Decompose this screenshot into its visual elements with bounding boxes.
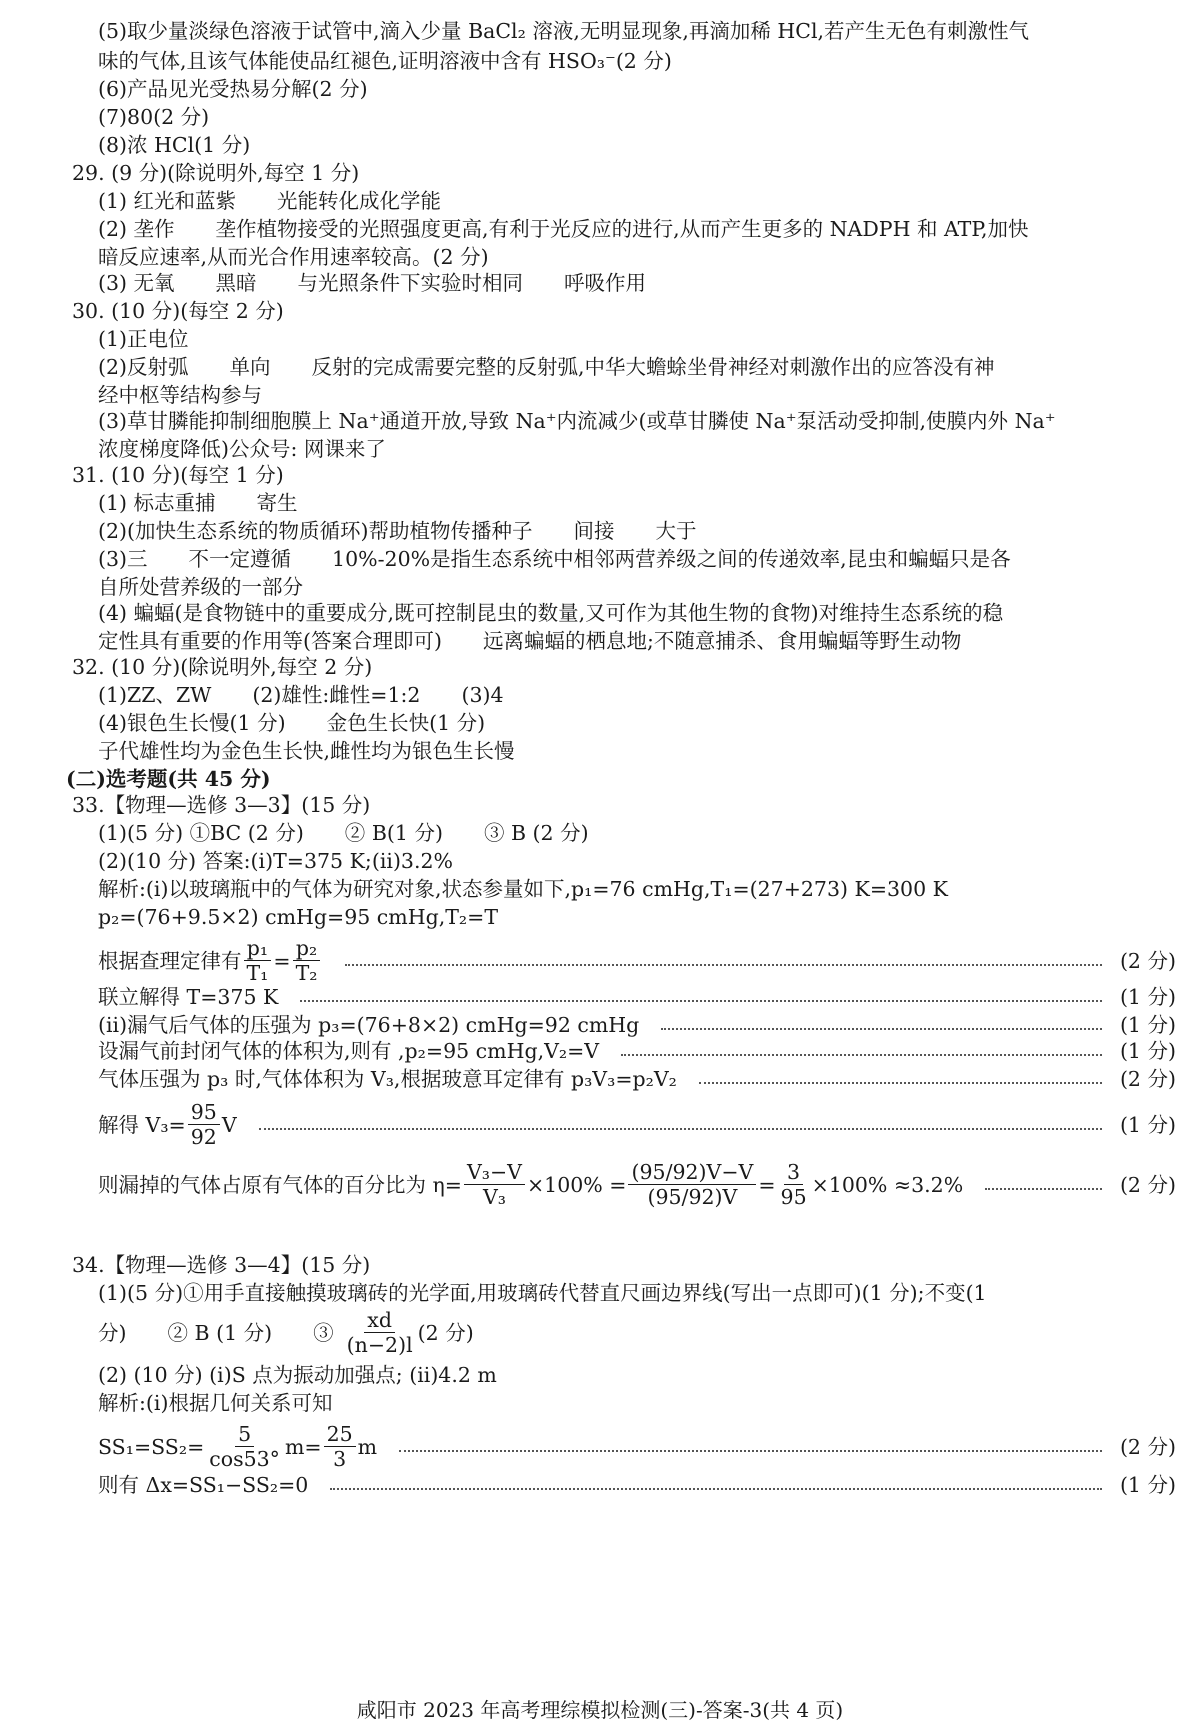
equals-sign: = bbox=[273, 948, 291, 973]
fraction bbox=[206, 1422, 283, 1471]
fraction bbox=[324, 1422, 356, 1471]
fraction-numerator: p₂ bbox=[293, 936, 320, 961]
fraction-numerator: 25 bbox=[324, 1422, 356, 1447]
dotted-leader bbox=[661, 1028, 1102, 1030]
fraction-denominator: cos53° bbox=[209, 1447, 280, 1471]
formula-line bbox=[98, 1308, 474, 1357]
fraction-numerator: V₃−V bbox=[464, 1160, 525, 1185]
text-line: 定性具有重要的作用等(答案合理即可) 远离蝙蝠的栖息地;不随意捕杀、食用蝙蝠等野生动物 bbox=[98, 629, 962, 653]
fraction-denominator: T₁ bbox=[246, 961, 269, 985]
row-mid: = bbox=[758, 1172, 776, 1197]
row-text: SS₁=SS₂= bbox=[98, 1434, 205, 1459]
text-line: (6)产品见光受热易分解(2 分) bbox=[98, 77, 368, 101]
row-mid: m= bbox=[284, 1434, 322, 1459]
row-text: 分) ② B (1 分) ③ bbox=[98, 1320, 334, 1345]
fraction-denominator: 92 bbox=[190, 1125, 217, 1149]
score-points: (1 分) bbox=[1119, 1013, 1176, 1037]
dotted-leader bbox=[621, 1054, 1102, 1056]
row-tail: m bbox=[357, 1434, 378, 1459]
text-line: 浓度梯度降低)公众号: 网课来了 bbox=[98, 437, 386, 461]
text-line: (1) 标志重捕 寄生 bbox=[98, 491, 298, 515]
score-points: (1 分) bbox=[1119, 1039, 1176, 1063]
fraction bbox=[244, 936, 272, 985]
score-points: (2 分) bbox=[1119, 1067, 1176, 1091]
scored-row bbox=[98, 1470, 1176, 1500]
text-line: (1)(5 分) ①BC (2 分) ② B(1 分) ③ B (2 分) bbox=[98, 821, 589, 845]
dotted-leader bbox=[985, 1188, 1102, 1190]
row-text: (ii)漏气后气体的压强为 p₃=(76+8×2) cmHg=92 cmHg bbox=[98, 1013, 640, 1037]
fraction-denominator: (n−2)l bbox=[346, 1333, 413, 1357]
text-line: (4) 蝙蝠(是食物链中的重要成分,既可控制昆虫的数量,又可作为其他生物的食物)对维持生态系统的稳 bbox=[98, 601, 1004, 625]
text-line: (1)(5 分)①用手直接触摸玻璃砖的光学面,用玻璃砖代替直尺画边界线(写出一点即可)(1 分);不变(1 bbox=[98, 1281, 987, 1305]
score-points: (1 分) bbox=[1119, 985, 1176, 1009]
dotted-leader bbox=[259, 1128, 1102, 1130]
text-line: (1)ZZ、ZW (2)雄性:雌性=1:2 (3)4 bbox=[98, 683, 504, 707]
dotted-leader bbox=[345, 964, 1102, 966]
text-line: (5)取少量淡绿色溶液于试管中,滴入少量 BaCl₂ 溶液,无明显现象,再滴加稀 HCl,若产生无色有刺激性气 bbox=[98, 19, 1030, 43]
text-line: (2)(加快生态系统的物质循环)帮助植物传播种子 间接 大于 bbox=[98, 519, 697, 543]
score-points: (1 分) bbox=[1119, 1473, 1176, 1497]
text-line: (1) 红光和蓝紫 光能转化成化学能 bbox=[98, 189, 442, 213]
fraction-numerator: (95/92)V−V bbox=[628, 1160, 756, 1185]
fraction-denominator: (95/92)V bbox=[647, 1185, 738, 1209]
scored-row bbox=[98, 936, 1176, 985]
scored-row bbox=[98, 1036, 1176, 1066]
row-tail: ×100% ≈3.2% bbox=[811, 1172, 964, 1197]
text-line: (3) 无氧 黑暗 与光照条件下实验时相同 呼吸作用 bbox=[98, 271, 647, 295]
fraction bbox=[188, 1100, 220, 1149]
text-line: (2)(10 分) 答案:(i)T=375 K;(ii)3.2% bbox=[98, 849, 454, 873]
text-line: 子代雄性均为金色生长快,雌性均为银色生长慢 bbox=[98, 739, 515, 763]
text-line: 解析:(i)以玻璃瓶中的气体为研究对象,状态参量如下,p₁=76 cmHg,T₁=(27+273) K=300 K bbox=[98, 877, 948, 901]
row-text: 则有 Δx=SS₁−SS₂=0 bbox=[98, 1473, 309, 1497]
row-text: 设漏气前封闭气体的体积为,则有 ,p₂=95 cmHg,V₂=V bbox=[98, 1039, 600, 1063]
row-mid: ×100% = bbox=[527, 1172, 627, 1197]
text-line: 味的气体,且该气体能使品红褪色,证明溶液中含有 HSO₃⁻(2 分) bbox=[98, 49, 672, 73]
text-line: 解析:(i)根据几何关系可知 bbox=[98, 1391, 333, 1415]
fraction bbox=[344, 1308, 416, 1357]
question-heading: 31. (10 分)(每空 1 分) bbox=[72, 463, 284, 487]
fraction-numerator: xd bbox=[364, 1308, 395, 1333]
text-line: (1)正电位 bbox=[98, 327, 189, 351]
scored-row bbox=[98, 1064, 1176, 1094]
dotted-leader bbox=[330, 1488, 1102, 1490]
row-text: 根据查理定律有 bbox=[98, 948, 242, 973]
text-line: p₂=(76+9.5×2) cmHg=95 cmHg,T₂=T bbox=[98, 905, 498, 929]
fraction bbox=[778, 1160, 810, 1209]
scored-row bbox=[98, 1160, 1176, 1209]
fraction-numerator: 95 bbox=[188, 1100, 220, 1125]
dotted-leader bbox=[699, 1082, 1102, 1084]
fraction-numerator: 5 bbox=[235, 1422, 254, 1447]
text-line: 暗反应速率,从而光合作用速率较高。(2 分) bbox=[98, 245, 489, 269]
dotted-leader bbox=[300, 1000, 1102, 1002]
dotted-leader bbox=[399, 1450, 1102, 1452]
score-points: (2 分) bbox=[1119, 1434, 1176, 1459]
fraction-denominator: T₂ bbox=[295, 961, 318, 985]
fraction-numerator: p₁ bbox=[244, 936, 271, 961]
page-footer: 咸阳市 2023 年高考理综模拟检测(三)-答案-3(共 4 页) bbox=[356, 1698, 844, 1722]
section-heading: (二)选考题(共 45 分) bbox=[66, 767, 271, 791]
question-heading: 30. (10 分)(每空 2 分) bbox=[72, 299, 284, 323]
fraction-denominator: V₃ bbox=[482, 1185, 506, 1209]
fraction-denominator: 95 bbox=[780, 1185, 807, 1209]
score-points: (2 分) bbox=[1119, 1172, 1176, 1197]
question-heading: 34.【物理—选修 3—4】(15 分) bbox=[72, 1253, 371, 1277]
text-line: (2) (10 分) (i)S 点为振动加强点; (ii)4.2 m bbox=[98, 1363, 497, 1387]
fraction-numerator: 3 bbox=[784, 1160, 803, 1185]
row-text: 解得 V₃= bbox=[98, 1112, 186, 1137]
score-points: (2 分) bbox=[1119, 948, 1176, 973]
text-line: (8)浓 HCl(1 分) bbox=[98, 133, 251, 157]
text-line: (3)三 不一定遵循 10%-20%是指生态系统中相邻两营养级之间的传递效率,昆虫和蝙蝠只是各 bbox=[98, 547, 1011, 571]
score-points: (1 分) bbox=[1119, 1112, 1176, 1137]
fraction bbox=[293, 936, 321, 985]
fraction-denominator: 3 bbox=[333, 1447, 347, 1471]
text-line: 自所处营养级的一部分 bbox=[98, 575, 303, 599]
fraction bbox=[464, 1160, 525, 1209]
scored-row bbox=[98, 1100, 1176, 1149]
text-line: (4)银色生长慢(1 分) 金色生长快(1 分) bbox=[98, 711, 486, 735]
text-line: (2)反射弧 单向 反射的完成需要完整的反射弧,中华大蟾蜍坐骨神经对刺激作出的应答没有神 bbox=[98, 355, 995, 379]
question-heading: 29. (9 分)(除说明外,每空 1 分) bbox=[72, 161, 360, 185]
scored-row bbox=[98, 982, 1176, 1012]
text-line: 经中枢等结构参与 bbox=[98, 383, 262, 407]
row-text: 则漏掉的气体占原有气体的百分比为 η= bbox=[98, 1172, 462, 1197]
row-text: 联立解得 T=375 K bbox=[98, 985, 279, 1009]
text-line: (3)草甘膦能抑制细胞膜上 Na⁺通道开放,导致 Na⁺内流减少(或草甘膦使 Na⁺泵活动受抑制,使膜内外 Na⁺ bbox=[98, 409, 1056, 433]
text-line: (2) 垄作 垄作植物接受的光照强度更高,有利于光反应的进行,从而产生更多的 NADPH 和 ATP,加快 bbox=[98, 217, 1029, 241]
scored-row bbox=[98, 1422, 1176, 1471]
row-text: 气体压强为 p₃ 时,气体体积为 V₃,根据玻意耳定律有 p₃V₃=p₂V₂ bbox=[98, 1067, 677, 1091]
row-tail: V bbox=[221, 1112, 237, 1137]
row-tail: (2 分) bbox=[417, 1320, 474, 1345]
question-heading: 33.【物理—选修 3—3】(15 分) bbox=[72, 793, 371, 817]
text-line: (7)80(2 分) bbox=[98, 105, 210, 129]
compound-fraction bbox=[628, 1160, 756, 1209]
question-heading: 32. (10 分)(除说明外,每空 2 分) bbox=[72, 655, 373, 679]
